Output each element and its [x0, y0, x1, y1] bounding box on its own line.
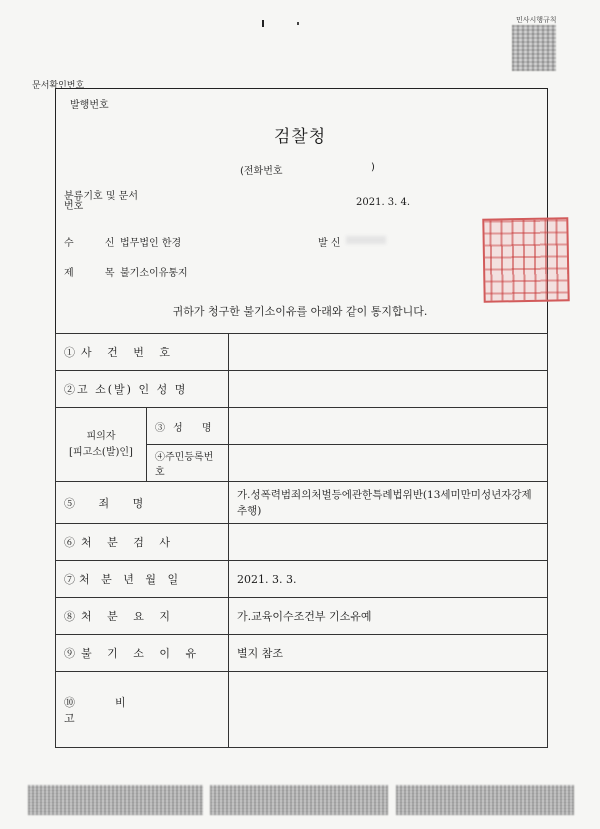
redacted-footer-block: [28, 785, 203, 815]
doc-confirm-label: 문서확인번호: [32, 81, 85, 91]
recipient-value: 법무법인 한경: [120, 238, 182, 249]
row-value: [229, 524, 548, 561]
official-seal-stamp: [482, 217, 569, 302]
table-row: [56, 371, 548, 408]
row-label: ②고 소(발) 인 성 명: [56, 371, 229, 408]
row-value: [229, 334, 548, 371]
row-value: 가.교육이수조건부 기소유예: [229, 598, 548, 635]
scan-mark: [262, 20, 264, 27]
redacted-footer-block: [396, 785, 574, 815]
sender-label: 발 신: [318, 238, 341, 249]
suspect-group-label: 피의자 [피고소(발)인]: [56, 408, 147, 482]
table-row: [56, 524, 548, 561]
row-value: 2021. 3. 3.: [229, 561, 548, 598]
agency-title: 검찰청: [273, 127, 327, 147]
notice-table: [55, 333, 548, 748]
recipient-label: 수 신: [64, 238, 129, 249]
redacted-sender: [346, 236, 386, 244]
table-row: [56, 408, 548, 445]
subject-value: 불기소이유통지: [120, 268, 188, 279]
classification-label: 분류기호 및 문서번호: [64, 191, 138, 212]
table-row: [56, 598, 548, 635]
row-label: ⑩비 고: [56, 672, 229, 748]
redacted-barcode: [512, 25, 556, 71]
redacted-footer-block: [210, 785, 388, 815]
suspect-name-label: ③성 명: [147, 408, 229, 445]
row-label: ⑥처 분 검 사: [56, 524, 229, 561]
suspect-id-label: ④주민등록번호: [147, 445, 229, 482]
letter-date: 2021. 3. 4.: [356, 197, 411, 208]
row-value: 별지 참조: [229, 635, 548, 672]
phone-close: ): [371, 162, 375, 173]
row-value: [229, 672, 548, 748]
row-label: ⑨불 기 소 이 유: [56, 635, 229, 672]
issue-number-label: 발행번호: [70, 100, 109, 111]
phone-label: (전화번호: [240, 166, 283, 177]
form-label: 민사시행규칙: [516, 16, 557, 24]
scan-mark: [297, 22, 299, 25]
table-row: [56, 334, 548, 371]
row-label: ⑧처 분 요 지: [56, 598, 229, 635]
suspect-id-value: [229, 445, 548, 482]
intro-sentence: 귀하가 청구한 불기소이유를 아래와 같이 통지합니다.: [172, 305, 428, 318]
table-row: [56, 635, 548, 672]
row-label: ①사 건 번 호: [56, 334, 229, 371]
row-label: ⑤ 죄 명: [56, 482, 229, 524]
row-label: ⑦처 분 년 월 일: [56, 561, 229, 598]
row-value: 가.성폭력범죄의처벌등에관한특례법위반(13세미만미성년자강제추행): [229, 482, 548, 524]
table-row: [56, 482, 548, 524]
row-value: [229, 371, 548, 408]
table-row: [56, 672, 548, 748]
table-row: [56, 561, 548, 598]
subject-label: 제 목: [64, 268, 129, 279]
suspect-name-value: [229, 408, 548, 445]
